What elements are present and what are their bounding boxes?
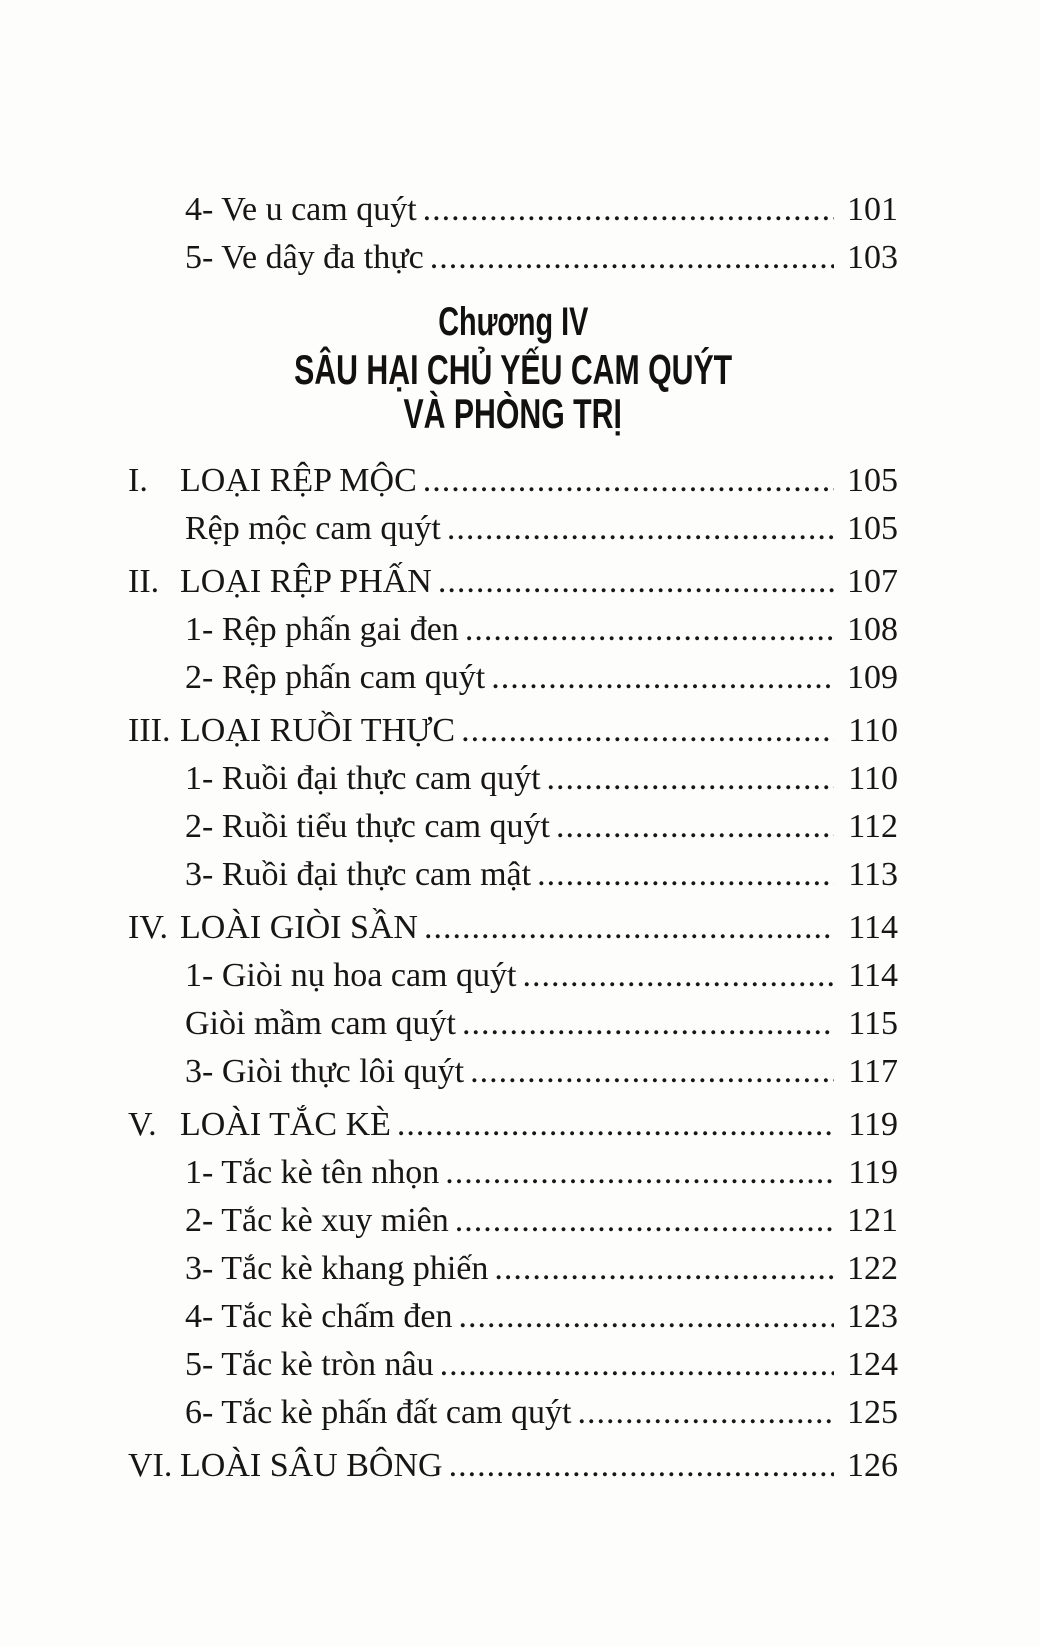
toc-entry-page-number: 123: [847, 1298, 898, 1335]
toc-entry-page-number: 110: [848, 712, 898, 749]
toc-entry-label: 4- Ve u cam quýt: [185, 191, 417, 228]
toc-entry-page-number: 113: [848, 856, 898, 893]
toc-entry-page-number: 110: [848, 760, 898, 797]
dot-leader: [449, 1442, 834, 1490]
dot-leader: [424, 904, 834, 952]
toc-entry-numeral: IV.: [128, 909, 168, 946]
toc-entry-label: LOẠI RỆP MỘC: [180, 462, 417, 499]
toc-entry-page-number: 105: [847, 462, 898, 499]
dot-leader: [423, 186, 834, 234]
toc-entry: [128, 1245, 898, 1293]
toc-entry: [128, 457, 898, 505]
pre-chapter-entries: [128, 186, 898, 282]
dot-leader: [537, 851, 834, 899]
toc-entry-label: 4- Tắc kè chấm đen: [185, 1298, 453, 1335]
toc-entry-numeral: V.: [128, 1106, 157, 1143]
dot-leader: [547, 755, 834, 803]
dot-leader: [440, 1341, 834, 1389]
toc-entry: [128, 1293, 898, 1341]
toc-entry: [128, 1000, 898, 1048]
dot-leader: [455, 1197, 834, 1245]
toc-entry-page-number: 125: [847, 1394, 898, 1431]
toc-entry-page-number: 122: [847, 1250, 898, 1287]
toc-entry-label: 2- Tắc kè xuy miên: [185, 1202, 449, 1239]
toc-entry-page-number: 117: [848, 1053, 898, 1090]
toc-entry-page-number: 119: [848, 1106, 898, 1143]
dot-leader: [522, 952, 834, 1000]
dot-leader: [465, 606, 834, 654]
dot-leader: [462, 1000, 834, 1048]
dot-leader: [447, 505, 834, 553]
chapter-title-line-1: [128, 348, 898, 392]
toc-entry: [128, 803, 898, 851]
toc-entry: [128, 755, 898, 803]
toc-entry-page-number: 101: [847, 191, 898, 228]
toc-entry: [128, 505, 898, 553]
toc-entry-label: 3- Giòi thực lôi quýt: [185, 1053, 465, 1090]
toc-entry-label: 5- Tắc kè tròn nâu: [185, 1346, 434, 1383]
toc-entry: [128, 186, 898, 234]
toc-entry-label: LOÀI SÂU BÔNG: [180, 1447, 443, 1484]
dot-leader: [556, 803, 834, 851]
chapter-title-line-2-text: VÀ PHÒNG TRỊ: [403, 390, 623, 437]
toc-entry-label: 6- Tắc kè phấn đất cam quýt: [185, 1394, 572, 1431]
toc-entry: [128, 851, 898, 899]
toc-entry-page-number: 108: [847, 611, 898, 648]
toc-entry: [128, 707, 898, 755]
toc-entry-label: 2- Ruồi tiểu thực cam quýt: [185, 808, 550, 845]
toc-entry-page-number: 115: [848, 1005, 898, 1042]
dot-leader: [423, 457, 834, 505]
toc-entry: [128, 1101, 898, 1149]
dot-leader: [461, 707, 834, 755]
toc-entry: [128, 1149, 898, 1197]
dot-leader: [445, 1149, 834, 1197]
dot-leader: [491, 654, 834, 702]
toc-entry: [128, 1442, 898, 1490]
toc-entry: [128, 952, 898, 1000]
toc-entry-page-number: 105: [847, 510, 898, 547]
toc-entry-label: 1- Rệp phấn gai đen: [185, 611, 459, 648]
dot-leader: [430, 234, 834, 282]
toc-entry: [128, 1048, 898, 1096]
toc-entry: [128, 654, 898, 702]
toc-entry-label: 3- Ruồi đại thực cam mật: [185, 856, 532, 893]
toc-entry: [128, 904, 898, 952]
toc-entry-label: 1- Tắc kè tên nhọn: [185, 1154, 440, 1191]
toc-entry-label: LOÀI TẮC KÈ: [180, 1106, 391, 1143]
toc-entry-page-number: 126: [847, 1447, 898, 1484]
chapter-kicker-text: Chương IV: [437, 300, 589, 344]
toc-entry-page-number: 103: [847, 239, 898, 276]
chapter-heading: [128, 296, 898, 436]
dot-leader: [458, 1293, 834, 1341]
toc-entry-numeral: VI.: [128, 1447, 173, 1484]
toc-entry-numeral: I.: [128, 462, 148, 499]
dot-leader: [494, 1245, 834, 1293]
toc-entry-label: LOẠI RỆP PHẤN: [180, 563, 432, 600]
toc-entry-label: 1- Ruồi đại thực cam quýt: [185, 760, 541, 797]
toc-entry-page-number: 114: [848, 909, 898, 946]
toc-entry-page-number: 124: [847, 1346, 898, 1383]
toc-entry: [128, 558, 898, 606]
dot-leader: [438, 558, 834, 606]
toc-entry-page-number: 114: [848, 957, 898, 994]
dot-leader: [470, 1048, 834, 1096]
dot-leader: [397, 1101, 834, 1149]
chapter-title-line-2: [128, 392, 898, 436]
toc-entry: [128, 1341, 898, 1389]
toc-entry-numeral: II.: [128, 563, 160, 600]
toc-entry-numeral: III.: [128, 712, 171, 749]
toc-entry-label: Giòi mầm cam quýt: [185, 1005, 457, 1042]
toc-entry-label: 1- Giòi nụ hoa cam quýt: [185, 957, 517, 994]
toc-entry-label: 2- Rệp phấn cam quýt: [185, 659, 486, 696]
toc-entry: [128, 1389, 898, 1437]
toc-entry-label: 3- Tắc kè khang phiến: [185, 1250, 489, 1287]
chapter-title-line-1-text: SÂU HẠI CHỦ YẾU CAM QUÝT: [294, 346, 732, 393]
toc-entry-label: Rệp mộc cam quýt: [185, 510, 441, 547]
toc-list: [128, 457, 898, 1490]
toc-entry: [128, 234, 898, 282]
toc-entry: [128, 1197, 898, 1245]
toc-entry-label: 5- Ve dây đa thực: [185, 239, 424, 276]
toc-entry-page-number: 121: [847, 1202, 898, 1239]
toc-entry-page-number: 107: [847, 563, 898, 600]
dot-leader: [577, 1389, 834, 1437]
toc-entry-page-number: 119: [848, 1154, 898, 1191]
toc-entry-label: LOÀI GIÒI SẦN: [180, 909, 418, 946]
toc-entry: [128, 606, 898, 654]
toc-entry-page-number: 109: [847, 659, 898, 696]
chapter-kicker: [128, 296, 898, 348]
toc-entry-label: LOẠI RUỒI THỰC: [180, 712, 456, 749]
toc-entry-page-number: 112: [848, 808, 898, 845]
